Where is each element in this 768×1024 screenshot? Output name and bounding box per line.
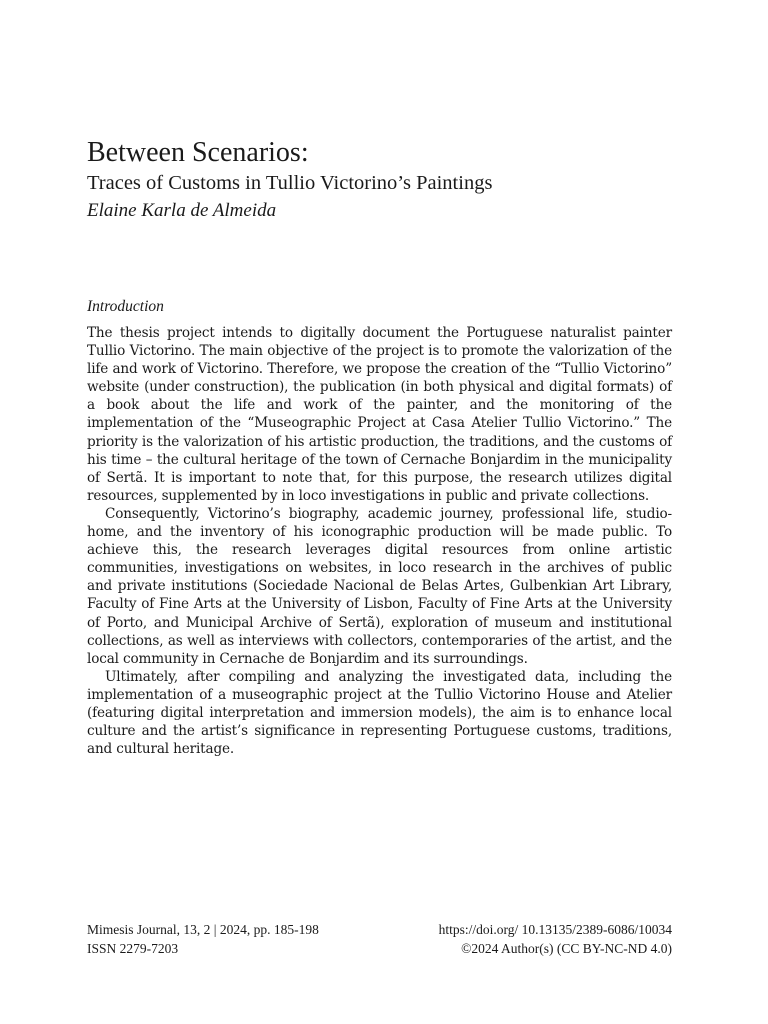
body-text xyxy=(87,324,672,758)
paragraph: Ultimately, after compiling and analyzing the investigated data, including the implementation of a museographic project at the Tullio Victorino House and Atelier (featuring digital interpretation and immersion models), the aim is to enhance local culture and the artist’s significance in representing Portuguese customs, traditions, and cultural heritage. xyxy=(87,668,672,758)
journal-citation: Mimesis Journal, 13, 2 | 2024, pp. 185-198 xyxy=(87,922,319,937)
article-page xyxy=(87,0,672,1024)
paragraph: Consequently, Victorino’s biography, academic journey, professional life, studio-home, and the inventory of his iconographic production will be made public. To achieve this, the research leverages digital resources from online artistic communities, investigations on websites, in loco research in the archives of public and private institutions (Sociedade Nacional de Belas Artes, Gulbenkian Art Library, Faculty of Fine Arts at the University of Lisbon, Faculty of Fine Arts at the University of Porto, and Municipal Archive of Sertã), exploration of museum and institutional collections, as well as interviews with collectors, contemporaries of the artist, and the local community in Cernache de Bonjardim and its surroundings. xyxy=(87,505,672,667)
article-title: Between Scenarios: xyxy=(87,137,309,168)
paragraph: The thesis project intends to digitally document the Portuguese naturalist painter Tullio Victorino. The main objective of the project is to promote the valorization of the life and work of Victorino. Therefore, we propose the creation of the “Tullio Victorino” website (under construction), the publication (in both physical and digital formats) of a book about the life and work of the painter, and the monitoring of the implementation of the “Museographic Project at Casa Atelier Tullio Victorino.” The priority is the valorization of his artistic production, the traditions, and the customs of his time – the cultural heritage of the town of Cernache Bonjardim in the municipality of Sertã. It is important to note that, for this purpose, the research utilizes digital resources, supplemented by in loco investigations in public and private collections. xyxy=(87,325,672,504)
footer-row xyxy=(87,920,672,939)
doi-link[interactable]: https://doi.org/ 10.13135/2389-6086/10034 xyxy=(438,922,672,937)
article-subtitle: Traces of Customs in Tullio Victorino’s Paintings xyxy=(87,172,493,194)
footer-row xyxy=(87,939,672,958)
issn: ISSN 2279-7203 xyxy=(87,941,179,956)
page-footer xyxy=(87,920,672,958)
article-author: Elaine Karla de Almeida xyxy=(87,200,277,221)
section-heading: Introduction xyxy=(87,298,164,315)
license: ©2024 Author(s) (CC BY-NC-ND 4.0) xyxy=(461,941,672,956)
